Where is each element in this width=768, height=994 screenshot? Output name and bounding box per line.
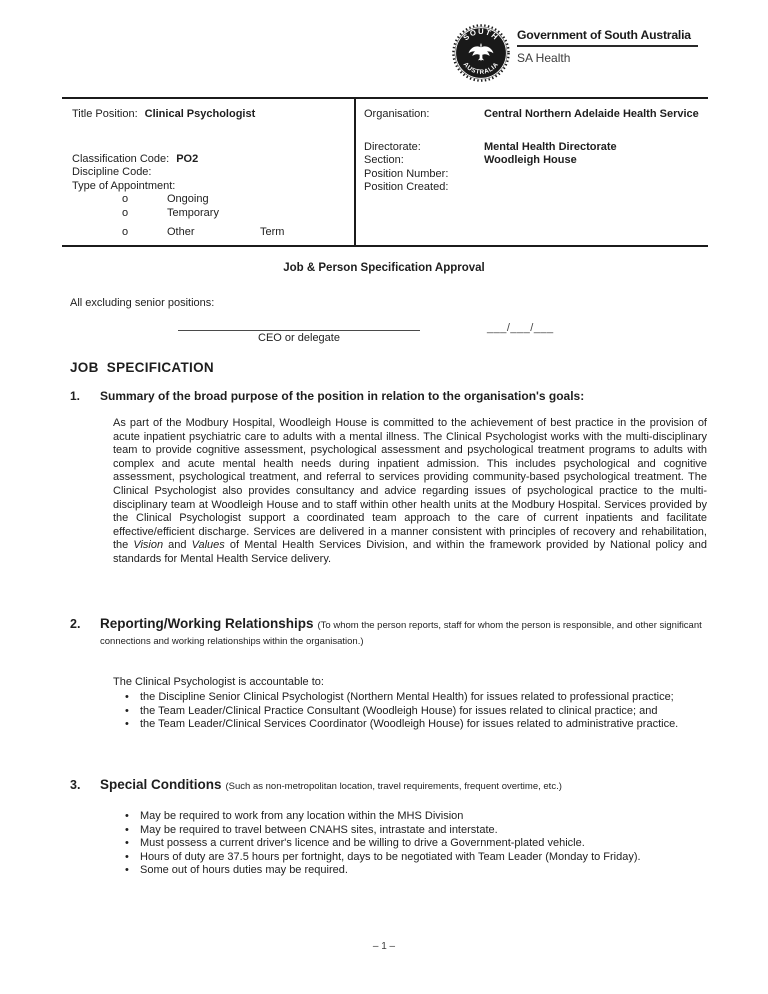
italic-term-vision: Vision	[133, 539, 164, 552]
section-heading-note: (Such as non-metropolitan location, travel requirements, frequent overtime, etc.)	[225, 781, 562, 792]
option-label: Other	[167, 226, 195, 238]
paragraph-text: As part of the Modbury Hospital, Woodleigh House is committed to the achievement of best practice in the provision of acute inpatient psychiatric care to adults with a mental illness. The Clinical Psychologist works with the multi-disciplinary team to provide cognitive assessment, psychological assessment and psychological treatment programs to adults with complex and acute mental health needs during inpatient admission. This includes psychological and cognitive assessment, psychological treatment, and referral to services providing community-based psychological treatment. The Clinical Psychologist also provides consultancy and advice regarding issues of psychological practice to the multi-disciplinary team at Woodleigh House and to staff within other health units at the Modbury Hospital. Services provided by the Clinical Psychologist support a coordinated team approach to the care of current inpatients and facilitate effective/efficient discharge. Services are delivered in a manner consistent with principles of recovery and rehabilitation, the	[113, 417, 707, 552]
position-created-value	[484, 181, 700, 195]
list-item: • May be required to travel between CNAHS sites, intrastate and interstate.	[123, 824, 707, 838]
spacer	[364, 122, 708, 141]
directorate-label: Directorate:	[364, 140, 421, 153]
option-label: Temporary	[167, 206, 219, 219]
section-row	[364, 154, 708, 168]
appointment-option-ongoing	[72, 193, 348, 207]
section-label: Section:	[364, 154, 404, 166]
directorate-row	[364, 141, 708, 155]
list-item: • Hours of duty are 37.5 hours per fortnight, days to be negotiated with Team Leader (Monday to Friday).	[123, 851, 707, 865]
svg-text:SOUTH: SOUTH	[461, 26, 501, 43]
section-heading-group	[100, 777, 562, 793]
signature-block	[178, 322, 420, 344]
classification-label: Classification Code:	[72, 152, 170, 165]
position-number-row	[364, 168, 708, 182]
brand-title: Government of South Australia	[517, 28, 691, 42]
directorate-value: Mental Health Directorate	[484, 140, 617, 153]
section-heading-group	[100, 616, 707, 648]
classification-value: PO2	[176, 152, 199, 165]
approval-title: Job & Person Specification Approval	[283, 262, 485, 274]
section-2-intro: The Clinical Psychologist is accountable to:	[113, 676, 324, 688]
position-created-row	[364, 181, 708, 195]
section-number: 1.	[70, 389, 81, 403]
list-item: • the Team Leader/Clinical Services Coordinator (Woodleigh House) for issues related to administrative practice.	[123, 718, 707, 732]
position-number-label: Position Number:	[364, 167, 449, 180]
position-info-right-cell	[356, 99, 708, 245]
position-created-label: Position Created:	[364, 181, 449, 193]
svg-text:AUSTRALIA: AUSTRALIA	[461, 61, 501, 76]
list-item: • the Team Leader/Clinical Practice Consultant (Woodleigh House) for issues related to clinical practice; and	[123, 705, 707, 719]
signature-caption: CEO or delegate	[258, 332, 340, 344]
appointment-option-other	[72, 226, 348, 240]
organisation-label: Organisation:	[364, 108, 430, 120]
appointment-option-temporary	[72, 207, 348, 221]
paragraph-text: and	[163, 539, 192, 552]
organisation-row	[364, 108, 708, 122]
paragraph-text: of Mental Health Services Division, and within the framework provided by National policy and standards for Mental Health Service delivery.	[113, 539, 707, 565]
section-heading-note: (To whom the person reports, staff for whom the person is responsible, and other significant connections and working relationships within the organisation.)	[100, 620, 702, 647]
section-1-paragraph	[113, 417, 707, 567]
list-item: • Some out of hours duties may be required.	[123, 864, 707, 878]
list-item: • May be required to work from any location within the MHS Division	[123, 810, 707, 824]
option-label: Ongoing	[167, 193, 209, 205]
title-position-row	[72, 108, 348, 122]
signature-line	[178, 322, 420, 331]
list-item: • Must possess a current driver's licence and be willing to drive a Government-plated vehicle.	[123, 837, 707, 851]
appointment-label: Type of Appointment:	[72, 179, 176, 192]
section-number: 2.	[70, 617, 81, 631]
title-position-label: Title Position:	[72, 108, 138, 120]
brand-divider	[517, 45, 698, 47]
checkbox-marker: o	[122, 226, 129, 238]
position-number-value	[484, 168, 700, 182]
approval-applies-to: All excluding senior positions:	[70, 297, 215, 309]
section-2-bullet-list	[123, 691, 707, 732]
checkbox-marker: o	[122, 193, 129, 205]
section-heading-text: Special Conditions	[100, 777, 222, 792]
section-3-heading	[70, 777, 707, 793]
position-info-left-cell	[62, 99, 356, 245]
title-position-value: Clinical Psychologist	[144, 108, 256, 120]
page-number: – 1 –	[372, 941, 396, 952]
checkbox-marker: o	[122, 206, 129, 219]
list-item: • the Discipline Senior Clinical Psychologist (Northern Mental Health) for issues related to professional practice;	[123, 691, 707, 705]
section-heading-text: Summary of the broad purpose of the position in relation to the organisation's goals:	[100, 389, 585, 403]
italic-term-values: Values	[191, 539, 225, 552]
section-heading-text: Reporting/Working Relationships	[100, 616, 314, 631]
classification-row	[72, 153, 348, 167]
discipline-label: Discipline Code:	[72, 166, 152, 178]
option-extra: Term	[260, 226, 285, 238]
job-specification-title: JOB SPECIFICATION	[70, 360, 214, 375]
organisation-value: Central Northern Adelaide Health Service	[484, 108, 699, 120]
section-number: 3.	[70, 778, 81, 792]
position-info-table	[62, 97, 708, 247]
approval-date-field: ___/___/___	[487, 322, 554, 334]
discipline-row	[72, 166, 348, 180]
section-2-heading	[70, 616, 707, 648]
header-brand	[517, 28, 698, 65]
section-3-bullet-list	[123, 810, 707, 878]
section-1-heading	[70, 389, 707, 403]
sa-government-seal-icon	[448, 24, 514, 82]
brand-subtitle: SA Health	[517, 51, 571, 65]
section-value: Woodleigh House	[484, 154, 577, 166]
